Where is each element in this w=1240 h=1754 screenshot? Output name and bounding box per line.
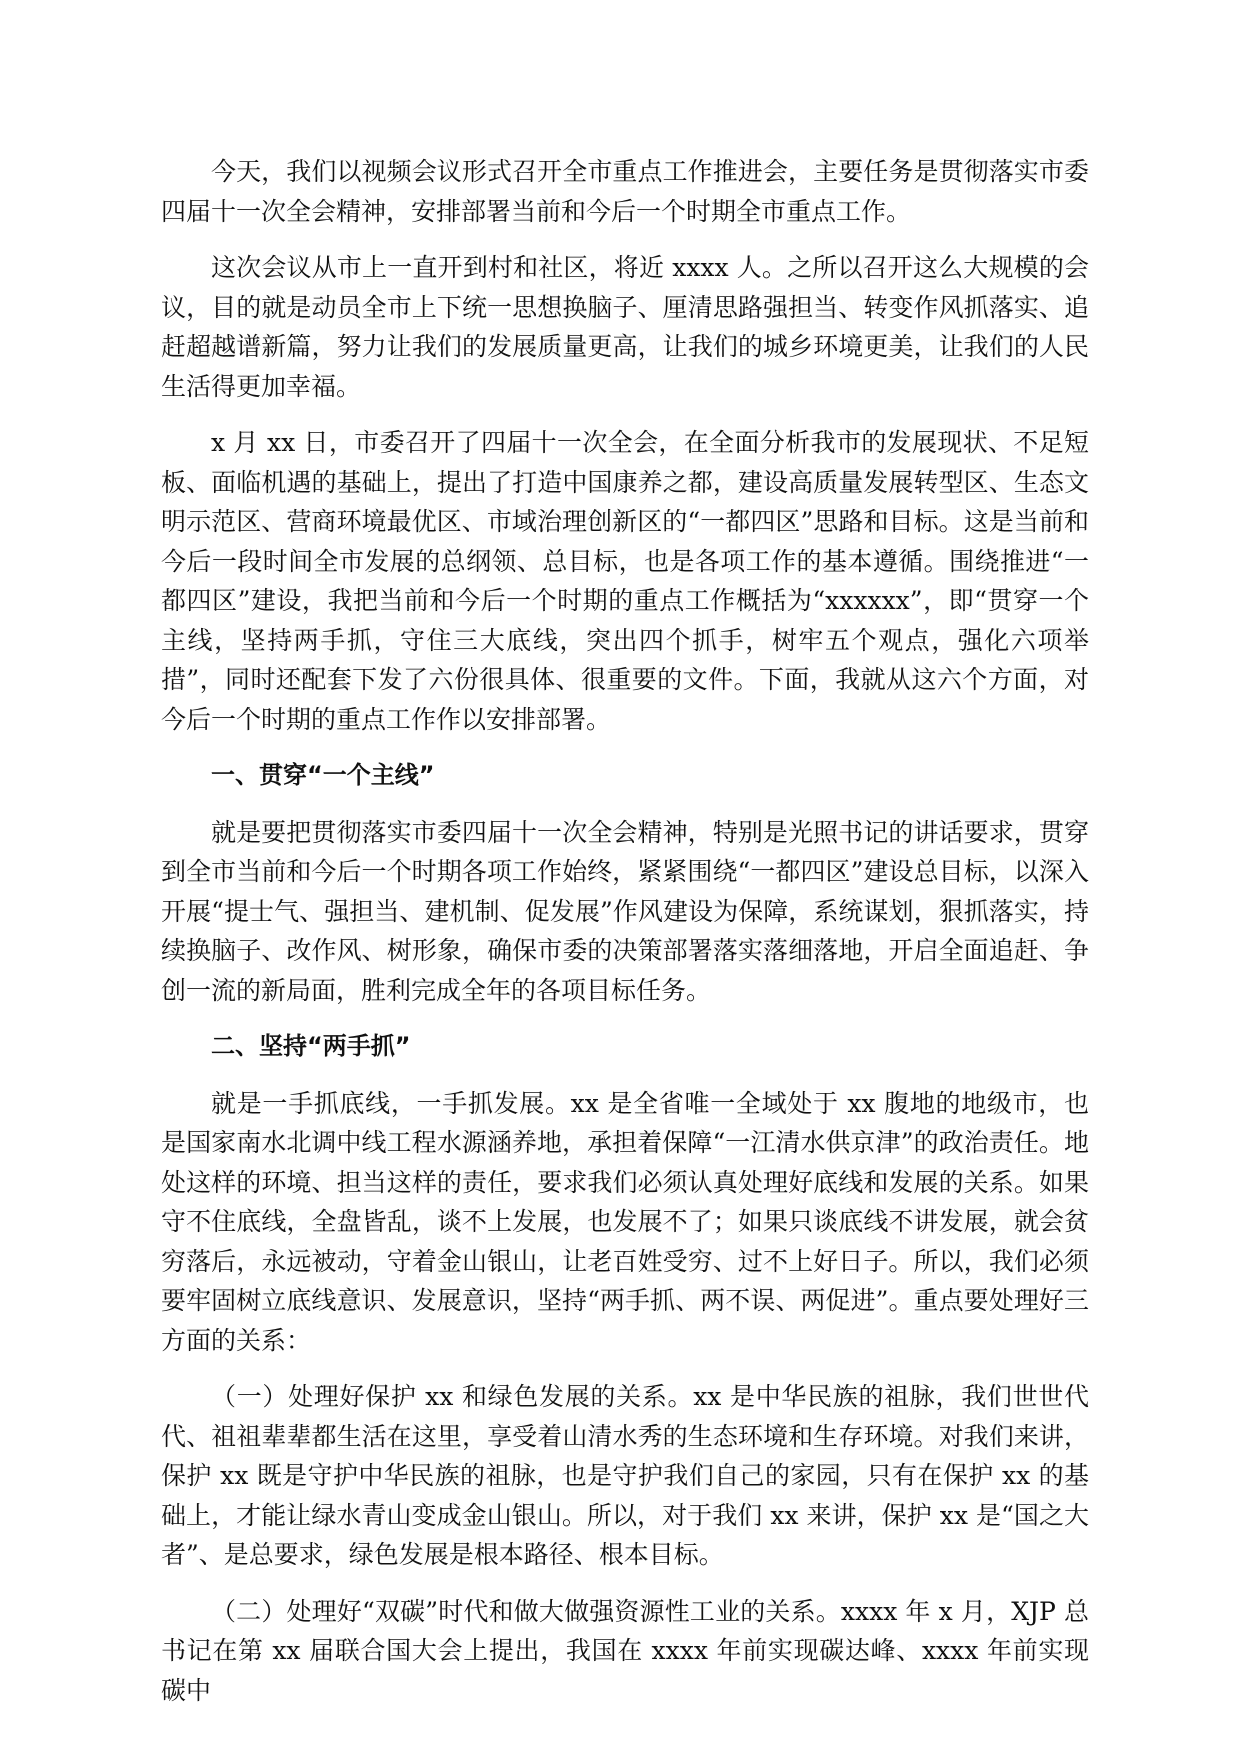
paragraph-subsection-one: （一）处理好保护 xx 和绿色发展的关系。xx 是中华民族的祖脉，我们世世代代、祖祖辈辈都生活在这里，享受着山清水秀的生态环境和生存环境。对我们来讲，保护 xx 既是守护中华民族的祖脉，也是守护我们自己的家园，只有在保护 xx 的基础上，才能让绿水青山变成金山银山。所以，对于我们 xx 来讲，保护 xx 是“国之大者”、是总要求，绿色发展是根本路径、根本目标。	[161, 1382, 1089, 1569]
paragraph-meeting-scale: 这次会议从市上一直开到村和社区，将近 xxxx 人。之所以召开这么大规模的会议，目的就是动员全市上下统一思想换脑子、厘清思路强担当、转变作风抓落实、追赶超越谱新篇，努力让我们的发展质量更高，让我们的城乡环境更美，让我们的人民生活得更加幸福。	[161, 253, 1089, 401]
paragraph-subsection-two: （二）处理好“双碳”时代和做大做强资源性工业的关系。xxxx 年 x 月，XJP 总书记在第 xx 届联合国大会上提出，我国在 xxxx 年前实现碳达峰、xxxx 年前实现碳中	[161, 1596, 1089, 1705]
paragraph-plenary-session: x 月 xx 日，市委召开了四届十一次全会，在全面分析我市的发展现状、不足短板、面临机遇的基础上，提出了打造中国康养之都，建设高质量发展转型区、生态文明示范区、营商环境最优区、市域治理创新区的“一都四区”思路和目标。这是当前和今后一段时间全市发展的总纲领、总目标，也是各项工作的基本遵循。围绕推进“一都四区”建设，我把当前和今后一个时期的重点工作概括为“xxxxxx”，即“贯穿一个主线，坚持两手抓，守住三大底线，突出四个抓手，树牢五个观点，强化六项举措”，同时还配套下发了六份很具体、很重要的文件。下面，我就从这六个方面，对今后一个时期的重点工作作以安排部署。	[161, 428, 1089, 734]
document-page	[161, 152, 1089, 1727]
paragraph-intro: 今天，我们以视频会议形式召开全市重点工作推进会，主要任务是贯彻落实市委四届十一次全会精神，安排部署当前和今后一个时期全市重点工作。	[161, 157, 1089, 226]
paragraph-two-hands: 就是一手抓底线，一手抓发展。xx 是全省唯一全域处于 xx 腹地的地级市，也是国家南水北调中线工程水源涵养地，承担着保障“一江清水供京津”的政治责任。地处这样的环境、担当这样的责任，要求我们必须认真处理好底线和发展的关系。如果守不住底线，全盘皆乱，谈不上发展，也发展不了；如果只谈底线不讲发展，就会贫穷落后，永远被动，守着金山银山，让老百姓受穷、过不上好日子。所以，我们必须要牢固树立底线意识、发展意识，坚持“两手抓、两不误、两促进”。重点要处理好三方面的关系：	[161, 1088, 1089, 1355]
paragraph-main-line: 就是要把贯彻落实市委四届十一次全会精神，特别是光照书记的讲话要求，贯穿到全市当前和今后一个时期各项工作始终，紧紧围绕“一都四区”建设总目标，以深入开展“提士气、强担当、建机制、促发展”作风建设为保障，系统谋划，狠抓落实，持续换脑子、改作风、树形象，确保市委的决策部署落实落细落地，开启全面追赶、争创一流的新局面，胜利完成全年的各项目标任务。	[161, 817, 1089, 1005]
section-heading-one: 一、贯穿“一个主线”	[211, 761, 435, 789]
section-heading-two: 二、坚持“两手抓”	[211, 1032, 411, 1060]
